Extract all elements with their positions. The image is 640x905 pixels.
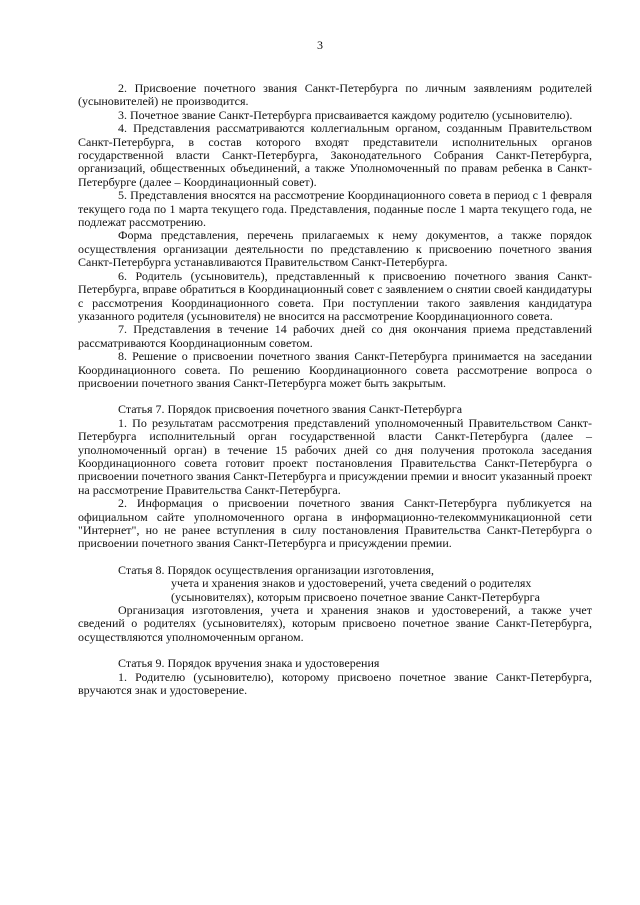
article-9-paragraph-1: 1. Родителю (усыновителю), которому присвоено почетное звание Санкт-Петербурга, вручаются знак и удостоверение. [78,669,592,698]
article-9-title: Статья 9. Порядок вручения знака и удостоверения [118,656,380,671]
paragraph-4: 4. Представления рассматриваются коллегиальным органом, созданным Правительством Санкт-Петербурга, в состав которого входят представители исполнительных органов государственной власти Санкт-Петербурга, Законодательного Собрания Санкт-Петербурга, организаций, общественных объединений, а также Уполномоченный по правам ребенка в Санкт-Петербурге (далее – Координационный совет). [78,121,592,189]
paragraph-2: 2. Присвоение почетного звания Санкт-Петербурга по личным заявлениям родителей (усыновителей) не производится. [78,81,592,109]
article-8-paragraph-1: Организация изготовления, учета и хранения знаков и удостоверений, а также учет сведений о родителях (усыновителях), которым присвоено почетное звание Санкт-Петербурга, осуществляются уполномоченным органом. [78,603,592,644]
paragraph-5: 5. Представления вносятся на рассмотрение Координационного совета в период с 1 февраля текущего года по 1 марта текущего года. Представления, поданные после 1 марта текущего года, не подлежат рассмотрению. [78,188,592,230]
paragraph-8: 8. Решение о присвоении почетного звания Санкт-Петербурга принимается на заседании Координационного совета. По решению Координационного совета рассмотрение вопроса о присвоении почетного звания Санкт-Петербурга может быть закрытым. [78,349,592,390]
page-number: 3 [317,38,323,52]
article-7-paragraph-1: 1. По результатам рассмотрения представлений уполномоченный Правительством Санкт-Петербурга исполнительный орган государственной власти Санкт-Петербурга (далее – уполномоченный орган) в течение 15 рабочих дней со дня получения протокола заседания Координационного совета готовит проект постановления Правительства Санкт-Петербурга о присвоении почетного звания Санкт-Петербурга и присуждении премии и вносит указанный проект на рассмотрение Правительства Санкт-Петербурга. [78,415,592,497]
spacer [78,551,592,564]
paragraph-3: 3. Почетное звание Санкт-Петербурга присваивается каждому родителю (усыновителю). [118,107,573,122]
article-8-title-line-2: учета и хранения знаков и удостоверений, учета сведений о родителях [171,576,532,591]
paragraph-6: 6. Родитель (усыновитель), представленный к присвоению почетного звания Санкт-Петербурга, вправе обратиться в Координационный совет с заявлением о снятии своей кандидатуры с рассмотрения Координационного совета. При поступлении такого заявления кандидатура указанного родителя (усыновителя) не вносится на рассмотрение Координационного совета. [78,268,592,323]
article-8-title-line-3: (усыновителях), которым присвоено почетное звание Санкт-Петербурга [171,589,540,604]
article-7-title: Статья 7. Порядок присвоения почетного звания Санкт-Петербурга [118,402,463,417]
paragraph-5-form: Форма представления, перечень прилагаемых к нему документов, а также порядок осуществления организации деятельности по представлению к присвоению почетного звания Санкт-Петербурга устанавливаются Правительством Санкт-Петербурга. [78,228,592,270]
article-8-title: Статья 8. Порядок осуществления организации изготовления, [118,562,435,577]
article-7-paragraph-2: 2. Информация о присвоении почетного звания Санкт-Петербурга публикуется на официальном сайте уполномоченного органа в информационно-телекоммуникационной сети "Интернет", но не ранее вступления в силу постановления Правительства Санкт-Петербурга о присвоении почетного звания Санкт-Петербурга и присуждении премии. [78,496,592,551]
document-body [78,82,592,697]
paragraph-7: 7. Представления в течение 14 рабочих дней со дня окончания приема представлений рассматриваются Координационным советом. [78,322,592,350]
